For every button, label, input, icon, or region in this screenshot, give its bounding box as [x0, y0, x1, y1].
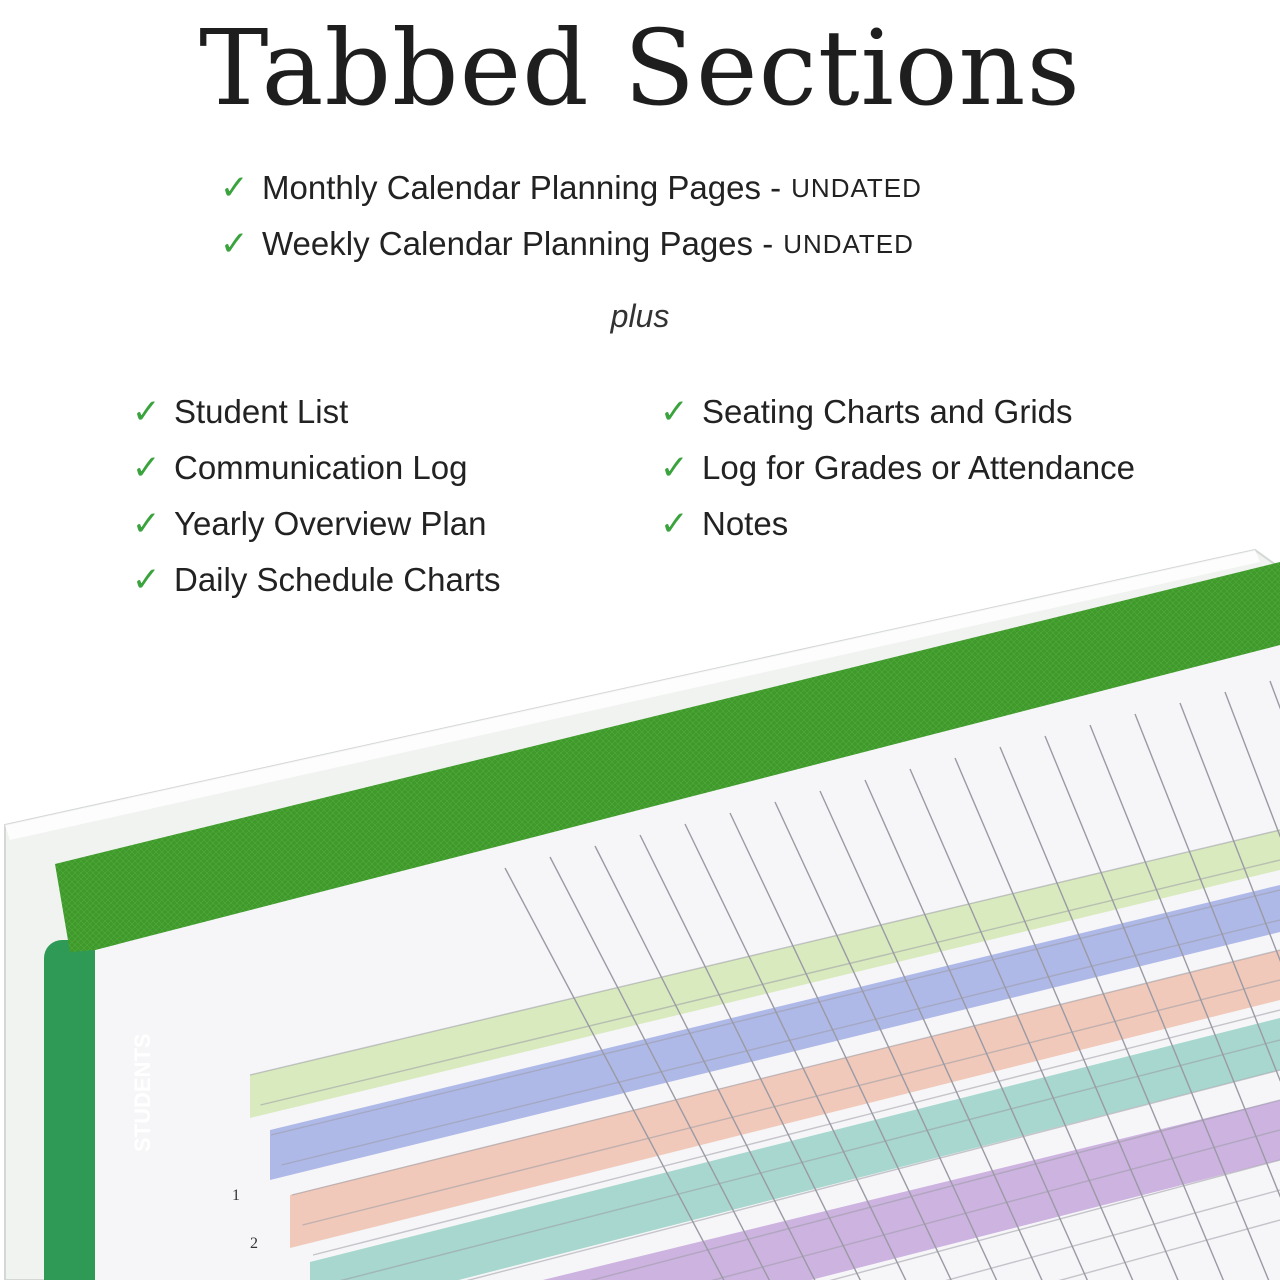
list-item [220, 216, 922, 272]
check-icon: ✓ [132, 504, 161, 544]
list-item-label: Monthly Calendar Planning Pages - [262, 169, 782, 206]
plus-text: plus [610, 298, 670, 334]
planner-photo [0, 540, 1280, 1280]
row-number: 1 [232, 1187, 240, 1204]
check-icon: ✓ [220, 168, 249, 208]
undated-tag: UNDATED [791, 172, 922, 203]
list-item [660, 384, 1135, 440]
check-icon: ✓ [660, 392, 689, 432]
check-icon: ✓ [132, 560, 161, 600]
list-item-label: Notes [702, 505, 789, 542]
list-item-label: Daily Schedule Charts [174, 561, 501, 598]
check-icon: ✓ [660, 448, 689, 488]
tab-label: STUDENTS [130, 1033, 155, 1152]
list-item-label: Yearly Overview Plan [174, 505, 487, 542]
check-icon: ✓ [660, 504, 689, 544]
list-item [220, 160, 922, 216]
list-item [132, 440, 501, 496]
row-number: 2 [250, 1235, 258, 1252]
undated-tag: UNDATED [783, 228, 914, 259]
list-item [132, 384, 501, 440]
check-icon: ✓ [132, 448, 161, 488]
list-item [660, 440, 1135, 496]
list-item-label: Log for Grades or Attendance [702, 449, 1135, 486]
check-icon: ✓ [132, 392, 161, 432]
check-icon: ✓ [220, 224, 249, 264]
list-item-label: Student List [174, 393, 349, 430]
page-title: Tabbed Sections [199, 7, 1081, 129]
right-feature-list [660, 384, 1135, 552]
main-feature-list [220, 160, 922, 272]
list-item-label: Seating Charts and Grids [702, 393, 1073, 430]
list-item-label: Communication Log [174, 449, 468, 486]
page-header-text: STUDENT LOG / CHECKLIST [27, 634, 474, 780]
list-item-label: Weekly Calendar Planning Pages - [262, 225, 774, 262]
